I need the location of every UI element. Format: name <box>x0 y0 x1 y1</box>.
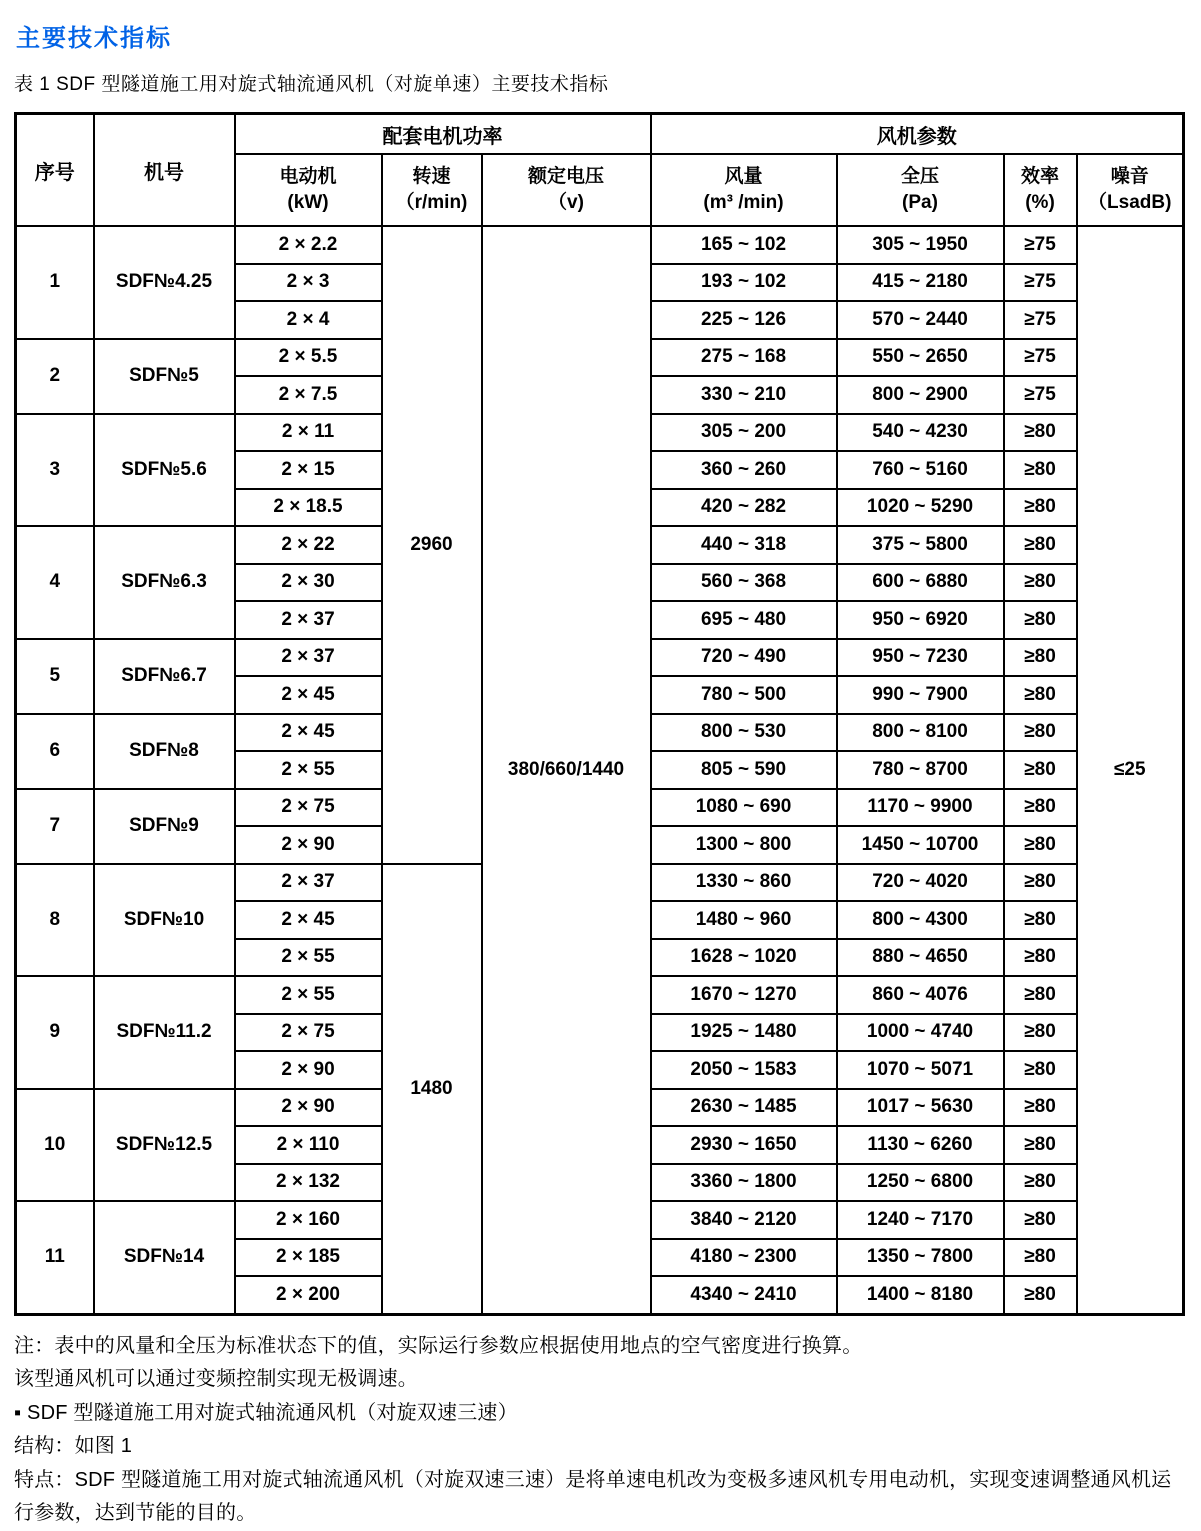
airflow-cell: 1670 ~ 1270 <box>651 976 837 1014</box>
table-caption: 表 1 SDF 型隧道施工用对旋式轴流通风机（对旋单速）主要技术指标 <box>14 69 1187 96</box>
pressure-cell: 1020 ~ 5290 <box>837 489 1004 527</box>
airflow-cell: 360 ~ 260 <box>651 451 837 489</box>
spec-table <box>14 112 1185 1316</box>
motor-power-cell: 2 × 7.5 <box>235 376 382 414</box>
serial-cell: 6 <box>16 714 94 789</box>
pressure-cell: 375 ~ 5800 <box>837 526 1004 564</box>
airflow-cell: 1480 ~ 960 <box>651 901 837 939</box>
serial-cell: 1 <box>16 226 94 339</box>
model-cell: SDF№14 <box>94 1201 235 1314</box>
efficiency-cell: ≥80 <box>1004 1089 1077 1127</box>
motor-power-cell: 2 × 185 <box>235 1239 382 1277</box>
col-header-speed-unit: （r/min) <box>385 191 479 216</box>
efficiency-cell: ≥75 <box>1004 301 1077 339</box>
motor-power-cell: 2 × 15 <box>235 451 382 489</box>
model-cell: SDF№12.5 <box>94 1089 235 1202</box>
airflow-cell: 800 ~ 530 <box>651 714 837 752</box>
pressure-cell: 860 ~ 4076 <box>837 976 1004 1014</box>
efficiency-cell: ≥80 <box>1004 414 1077 452</box>
model-cell: SDF№8 <box>94 714 235 789</box>
airflow-cell: 440 ~ 318 <box>651 526 837 564</box>
airflow-cell: 780 ~ 500 <box>651 676 837 714</box>
motor-power-cell: 2 × 55 <box>235 751 382 789</box>
efficiency-cell: ≥80 <box>1004 901 1077 939</box>
note-standard-condition: 注：表中的风量和全压为标准状态下的值，实际运行参数应根据使用地点的空气密度进行换算。 <box>14 1330 1189 1364</box>
efficiency-cell: ≥80 <box>1004 789 1077 827</box>
pressure-cell: 760 ~ 5160 <box>837 451 1004 489</box>
pressure-cell: 780 ~ 8700 <box>837 751 1004 789</box>
airflow-cell: 3360 ~ 1800 <box>651 1164 837 1202</box>
motor-power-cell: 2 × 22 <box>235 526 382 564</box>
pressure-cell: 800 ~ 2900 <box>837 376 1004 414</box>
col-header-efficiency-unit: (%) <box>1007 191 1074 216</box>
header-row-groups <box>16 114 1184 155</box>
pressure-cell: 950 ~ 6920 <box>837 601 1004 639</box>
col-header-noise-label: 噪音 <box>1080 164 1181 191</box>
col-header-pressure <box>837 154 1004 226</box>
col-header-motor-unit: (kW) <box>238 191 379 216</box>
model-cell: SDF№6.3 <box>94 526 235 639</box>
notes-section <box>14 1330 1189 1531</box>
airflow-cell: 305 ~ 200 <box>651 414 837 452</box>
airflow-cell: 4180 ~ 2300 <box>651 1239 837 1277</box>
serial-cell: 8 <box>16 864 94 977</box>
motor-power-cell: 2 × 2.2 <box>235 226 382 264</box>
airflow-cell: 2630 ~ 1485 <box>651 1089 837 1127</box>
efficiency-cell: ≥80 <box>1004 1201 1077 1239</box>
col-group-motor-power: 配套电机功率 <box>235 114 651 155</box>
pressure-cell: 540 ~ 4230 <box>837 414 1004 452</box>
efficiency-cell: ≥80 <box>1004 976 1077 1014</box>
serial-cell: 11 <box>16 1201 94 1314</box>
airflow-cell: 275 ~ 168 <box>651 339 837 377</box>
serial-cell: 5 <box>16 639 94 714</box>
serial-cell: 10 <box>16 1089 94 1202</box>
speed-cell: 1480 <box>382 864 482 1315</box>
pressure-cell: 570 ~ 2440 <box>837 301 1004 339</box>
col-header-airflow-label: 风量 <box>654 164 834 191</box>
col-header-speed-label: 转速 <box>385 164 479 191</box>
pressure-cell: 1350 ~ 7800 <box>837 1239 1004 1277</box>
pressure-cell: 600 ~ 6880 <box>837 564 1004 602</box>
motor-power-cell: 2 × 37 <box>235 601 382 639</box>
motor-power-cell: 2 × 45 <box>235 901 382 939</box>
pressure-cell: 1070 ~ 5071 <box>837 1051 1004 1089</box>
voltage-cell: 380/660/1440 <box>482 226 651 1314</box>
motor-power-cell: 2 × 55 <box>235 939 382 977</box>
efficiency-cell: ≥80 <box>1004 1164 1077 1202</box>
motor-power-cell: 2 × 5.5 <box>235 339 382 377</box>
airflow-cell: 560 ~ 368 <box>651 564 837 602</box>
col-header-motor-label: 电动机 <box>238 164 379 191</box>
motor-power-cell: 2 × 75 <box>235 789 382 827</box>
serial-cell: 2 <box>16 339 94 414</box>
airflow-cell: 1925 ~ 1480 <box>651 1014 837 1052</box>
pressure-cell: 1400 ~ 8180 <box>837 1276 1004 1314</box>
motor-power-cell: 2 × 132 <box>235 1164 382 1202</box>
motor-power-cell: 2 × 3 <box>235 264 382 302</box>
pressure-cell: 1130 ~ 6260 <box>837 1126 1004 1164</box>
table-row <box>16 226 1184 264</box>
motor-power-cell: 2 × 90 <box>235 826 382 864</box>
serial-cell: 3 <box>16 414 94 527</box>
efficiency-cell: ≥75 <box>1004 264 1077 302</box>
efficiency-cell: ≥80 <box>1004 526 1077 564</box>
motor-power-cell: 2 × 90 <box>235 1051 382 1089</box>
pressure-cell: 1250 ~ 6800 <box>837 1164 1004 1202</box>
airflow-cell: 1300 ~ 800 <box>651 826 837 864</box>
airflow-cell: 420 ~ 282 <box>651 489 837 527</box>
model-cell: SDF№11.2 <box>94 976 235 1089</box>
motor-power-cell: 2 × 45 <box>235 714 382 752</box>
col-header-model: 机号 <box>94 114 235 227</box>
airflow-cell: 1080 ~ 690 <box>651 789 837 827</box>
model-cell: SDF№5.6 <box>94 414 235 527</box>
col-header-voltage-unit: （v) <box>485 191 648 216</box>
col-header-speed <box>382 154 482 226</box>
airflow-cell: 1330 ~ 860 <box>651 864 837 902</box>
pressure-cell: 1017 ~ 5630 <box>837 1089 1004 1127</box>
motor-power-cell: 2 × 55 <box>235 976 382 1014</box>
airflow-cell: 720 ~ 490 <box>651 639 837 677</box>
efficiency-cell: ≥80 <box>1004 601 1077 639</box>
airflow-cell: 3840 ~ 2120 <box>651 1201 837 1239</box>
note-features: 特点：SDF 型隧道施工用对旋式轴流通风机（对旋双速三速）是将单速电机改为变极多速风机专用电动机，实现变速调整通风机运行参数，达到节能的目的。 <box>14 1464 1189 1531</box>
efficiency-cell: ≥80 <box>1004 1239 1077 1277</box>
note-dual-speed-heading: ▪ SDF 型隧道施工用对旋式轴流通风机（对旋双速三速） <box>14 1397 1189 1431</box>
efficiency-cell: ≥80 <box>1004 451 1077 489</box>
col-group-fan-params: 风机参数 <box>651 114 1184 155</box>
airflow-cell: 330 ~ 210 <box>651 376 837 414</box>
motor-power-cell: 2 × 90 <box>235 1089 382 1127</box>
speed-cell: 2960 <box>382 226 482 864</box>
col-header-pressure-unit: (Pa) <box>840 191 1001 216</box>
pressure-cell: 415 ~ 2180 <box>837 264 1004 302</box>
col-header-efficiency-label: 效率 <box>1007 164 1074 191</box>
pressure-cell: 720 ~ 4020 <box>837 864 1004 902</box>
pressure-cell: 305 ~ 1950 <box>837 226 1004 264</box>
motor-power-cell: 2 × 75 <box>235 1014 382 1052</box>
efficiency-cell: ≥80 <box>1004 864 1077 902</box>
col-header-efficiency <box>1004 154 1077 226</box>
motor-power-cell: 2 × 160 <box>235 1201 382 1239</box>
efficiency-cell: ≥80 <box>1004 639 1077 677</box>
motor-power-cell: 2 × 200 <box>235 1276 382 1314</box>
efficiency-cell: ≥80 <box>1004 714 1077 752</box>
col-header-noise-unit: （LsadB) <box>1080 191 1181 216</box>
model-cell: SDF№5 <box>94 339 235 414</box>
airflow-cell: 2930 ~ 1650 <box>651 1126 837 1164</box>
motor-power-cell: 2 × 37 <box>235 864 382 902</box>
efficiency-cell: ≥80 <box>1004 826 1077 864</box>
spec-table-body <box>16 226 1184 1314</box>
efficiency-cell: ≥80 <box>1004 1276 1077 1314</box>
pressure-cell: 1240 ~ 7170 <box>837 1201 1004 1239</box>
efficiency-cell: ≥80 <box>1004 489 1077 527</box>
col-header-pressure-label: 全压 <box>840 164 1001 191</box>
efficiency-cell: ≥75 <box>1004 339 1077 377</box>
motor-power-cell: 2 × 110 <box>235 1126 382 1164</box>
col-header-serial: 序号 <box>16 114 94 227</box>
pressure-cell: 880 ~ 4650 <box>837 939 1004 977</box>
pressure-cell: 990 ~ 7900 <box>837 676 1004 714</box>
airflow-cell: 225 ~ 126 <box>651 301 837 339</box>
motor-power-cell: 2 × 30 <box>235 564 382 602</box>
airflow-cell: 193 ~ 102 <box>651 264 837 302</box>
motor-power-cell: 2 × 37 <box>235 639 382 677</box>
col-header-noise <box>1077 154 1184 226</box>
serial-cell: 9 <box>16 976 94 1089</box>
noise-cell: ≤25 <box>1077 226 1184 1314</box>
serial-cell: 7 <box>16 789 94 864</box>
col-header-voltage-label: 额定电压 <box>485 164 648 191</box>
efficiency-cell: ≥80 <box>1004 676 1077 714</box>
motor-power-cell: 2 × 11 <box>235 414 382 452</box>
airflow-cell: 805 ~ 590 <box>651 751 837 789</box>
model-cell: SDF№10 <box>94 864 235 977</box>
note-structure: 结构：如图 1 <box>14 1430 1189 1464</box>
motor-power-cell: 2 × 45 <box>235 676 382 714</box>
note-frequency-control: 该型通风机可以通过变频控制实现无极调速。 <box>14 1363 1189 1397</box>
serial-cell: 4 <box>16 526 94 639</box>
col-header-airflow-unit: (m³ /min) <box>654 191 834 216</box>
efficiency-cell: ≥75 <box>1004 376 1077 414</box>
efficiency-cell: ≥80 <box>1004 751 1077 789</box>
spec-table-header <box>16 114 1184 227</box>
efficiency-cell: ≥75 <box>1004 226 1077 264</box>
efficiency-cell: ≥80 <box>1004 1051 1077 1089</box>
efficiency-cell: ≥80 <box>1004 939 1077 977</box>
motor-power-cell: 2 × 18.5 <box>235 489 382 527</box>
col-header-airflow <box>651 154 837 226</box>
pressure-cell: 950 ~ 7230 <box>837 639 1004 677</box>
pressure-cell: 800 ~ 4300 <box>837 901 1004 939</box>
page-title: 主要技术指标 <box>16 18 1187 53</box>
col-header-voltage <box>482 154 651 226</box>
airflow-cell: 4340 ~ 2410 <box>651 1276 837 1314</box>
efficiency-cell: ≥80 <box>1004 1126 1077 1164</box>
model-cell: SDF№6.7 <box>94 639 235 714</box>
pressure-cell: 800 ~ 8100 <box>837 714 1004 752</box>
model-cell: SDF№4.25 <box>94 226 235 339</box>
efficiency-cell: ≥80 <box>1004 564 1077 602</box>
airflow-cell: 695 ~ 480 <box>651 601 837 639</box>
airflow-cell: 1628 ~ 1020 <box>651 939 837 977</box>
pressure-cell: 1000 ~ 4740 <box>837 1014 1004 1052</box>
pressure-cell: 550 ~ 2650 <box>837 339 1004 377</box>
efficiency-cell: ≥80 <box>1004 1014 1077 1052</box>
motor-power-cell: 2 × 4 <box>235 301 382 339</box>
col-header-motor <box>235 154 382 226</box>
model-cell: SDF№9 <box>94 789 235 864</box>
pressure-cell: 1450 ~ 10700 <box>837 826 1004 864</box>
airflow-cell: 165 ~ 102 <box>651 226 837 264</box>
airflow-cell: 2050 ~ 1583 <box>651 1051 837 1089</box>
pressure-cell: 1170 ~ 9900 <box>837 789 1004 827</box>
